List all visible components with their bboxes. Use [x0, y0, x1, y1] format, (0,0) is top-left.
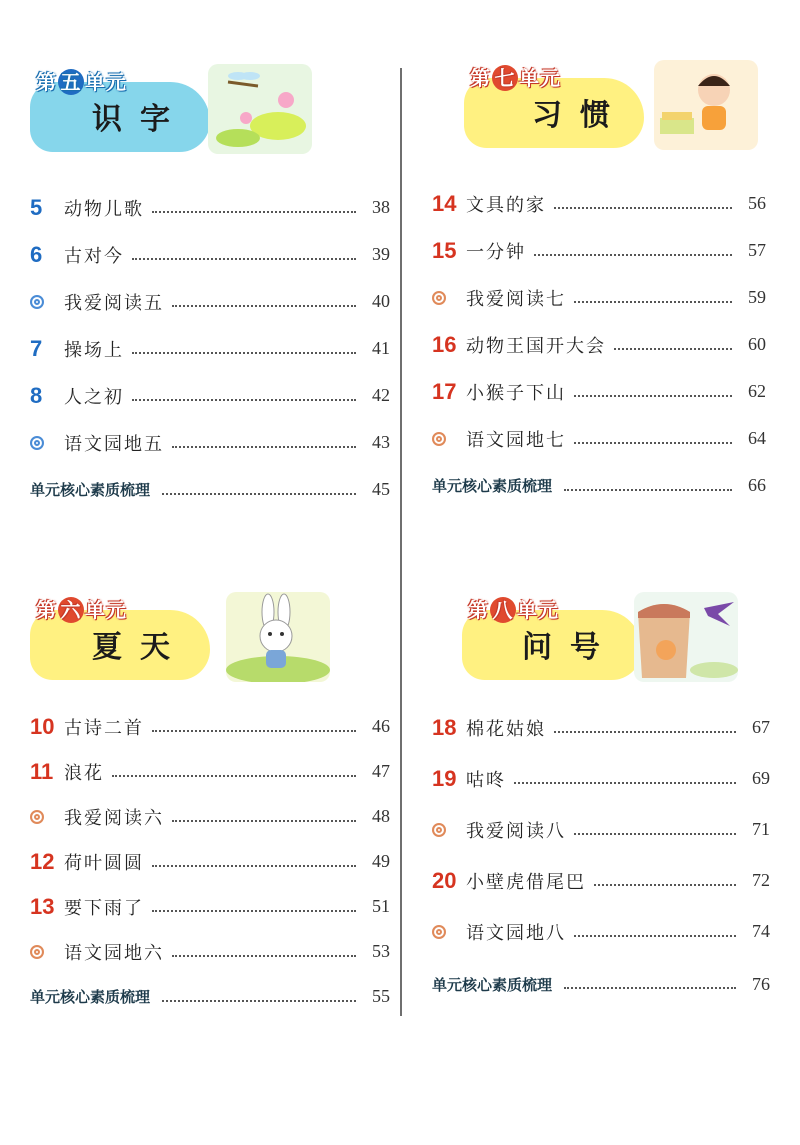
unit-label: 第 六 单元: [36, 598, 127, 622]
page-number: 42: [372, 385, 390, 405]
dot-leader: [132, 352, 356, 354]
toc-list: [30, 704, 390, 1019]
dot-leader: [574, 833, 736, 835]
lesson-title: 语文园地七: [466, 429, 566, 451]
dot-leader: [514, 782, 736, 784]
unit-section-7: [432, 60, 792, 495]
lesson-title: 咕咚: [466, 769, 506, 791]
girl-reading-illustration: [654, 60, 758, 150]
toc-entry[interactable]: [432, 702, 770, 753]
lesson-title: 棉花姑娘: [466, 718, 546, 740]
toc-entry[interactable]: [30, 929, 390, 974]
unit-number: 八: [490, 597, 516, 623]
toc-summary-entry[interactable]: [30, 974, 390, 1019]
rabbit-illustration: [226, 592, 330, 682]
dot-leader: [554, 731, 736, 733]
dot-leader: [574, 935, 736, 937]
lesson-title: 小猴子下山: [466, 382, 566, 404]
toc-entry[interactable]: [432, 274, 766, 321]
dot-leader: [152, 211, 356, 213]
dot-leader: [574, 442, 732, 444]
page-number: 45: [372, 479, 390, 499]
lesson-title: 古诗二首: [64, 717, 144, 739]
toc-entry[interactable]: [30, 184, 390, 231]
column-divider: [400, 68, 402, 1016]
unit-number: 六: [58, 597, 84, 623]
page-number: 74: [752, 921, 770, 941]
unit-section-8: [432, 592, 792, 994]
unit-title: 习惯: [532, 98, 628, 133]
dragonfly-lotus-illustration: [208, 64, 312, 154]
toc-entry[interactable]: [30, 704, 390, 749]
dot-leader: [614, 348, 732, 350]
lesson-number: 20: [432, 867, 457, 893]
toc-list: [30, 184, 390, 513]
lesson-title: 要下雨了: [64, 897, 144, 919]
lesson-number: 19: [432, 765, 457, 791]
lesson-title: 浪花: [64, 762, 104, 784]
circle-icon: [30, 295, 64, 309]
lesson-title: 动物王国开大会: [466, 335, 606, 357]
lesson-number: 10: [30, 713, 55, 739]
lesson-title: 语文园地六: [64, 942, 164, 964]
page-number: 46: [372, 716, 390, 736]
lesson-title: 动物儿歌: [64, 198, 144, 220]
dot-leader: [172, 446, 356, 448]
toc-entry[interactable]: [30, 794, 390, 839]
lesson-title: 我爱阅读六: [64, 807, 164, 829]
lesson-title: 文具的家: [466, 194, 546, 216]
lesson-number: 5: [30, 194, 43, 220]
page-number: 40: [372, 291, 390, 311]
page-number: 71: [752, 819, 770, 839]
lesson-number: 6: [30, 241, 43, 267]
page-number: 66: [748, 475, 766, 495]
toc-entry[interactable]: [432, 321, 766, 368]
unit-section-5: [30, 64, 390, 499]
toc-entry[interactable]: [30, 278, 390, 325]
dot-leader: [554, 207, 732, 209]
lesson-number: 15: [432, 237, 457, 263]
page-number: 39: [372, 244, 390, 264]
summary-title: 单元核心素质梳理: [432, 975, 553, 994]
page-number: 48: [372, 806, 390, 826]
dot-leader: [132, 258, 356, 260]
lesson-title: 我爱阅读八: [466, 820, 566, 842]
circle-icon: [30, 810, 64, 824]
dot-leader: [564, 987, 736, 989]
toc-entry[interactable]: [432, 415, 766, 462]
lesson-title: 荷叶圆圆: [64, 852, 144, 874]
dot-leader: [574, 301, 732, 303]
toc-list: [432, 702, 770, 1011]
dot-leader: [112, 775, 356, 777]
circle-icon: [30, 436, 64, 450]
lesson-title: 操场上: [64, 339, 124, 361]
summary-title: 单元核心素质梳理: [30, 481, 151, 499]
page-number: 59: [748, 287, 766, 307]
lesson-number: 11: [30, 758, 54, 784]
page-number: 51: [372, 896, 390, 916]
summary-title: 单元核心素质梳理: [432, 477, 553, 495]
lesson-number: 8: [30, 382, 43, 408]
unit-banner: [432, 592, 792, 692]
lesson-title: 语文园地五: [64, 433, 164, 455]
lesson-number: 7: [30, 335, 43, 361]
circle-icon: [432, 823, 466, 837]
toc-entry[interactable]: [432, 855, 770, 906]
page-number: 57: [748, 240, 766, 260]
page-number: 55: [372, 986, 390, 1006]
dot-leader: [152, 865, 356, 867]
page-number: 67: [752, 717, 770, 737]
lesson-number: 14: [432, 190, 457, 216]
dot-leader: [162, 493, 356, 495]
lesson-number: 16: [432, 331, 457, 357]
toc-list: [432, 180, 766, 509]
toc-entry[interactable]: [432, 804, 770, 855]
unit-banner: [30, 64, 390, 164]
dot-leader: [152, 730, 356, 732]
page-number: 64: [748, 428, 766, 448]
toc-summary-entry[interactable]: [432, 462, 766, 509]
lesson-number: 18: [432, 714, 457, 740]
page-number: 69: [752, 768, 770, 788]
page-number: 47: [372, 761, 390, 781]
unit-label: 第 七 单元: [470, 66, 561, 90]
toc-summary-entry[interactable]: [30, 466, 390, 513]
unit-banner: [30, 592, 390, 692]
dot-leader: [162, 1000, 356, 1002]
unit-banner: [432, 60, 792, 160]
page-number: 41: [372, 338, 390, 358]
lesson-number: 12: [30, 848, 55, 874]
page-number: 56: [748, 193, 766, 213]
toc-entry[interactable]: [30, 231, 390, 278]
circle-icon: [30, 945, 64, 959]
lesson-title: 语文园地八: [466, 922, 566, 944]
swallow-frog-illustration: [634, 592, 738, 682]
toc-summary-entry[interactable]: [432, 957, 770, 1011]
dot-leader: [152, 910, 356, 912]
toc-entry[interactable]: [432, 753, 770, 804]
toc-entry[interactable]: [30, 839, 390, 884]
dot-leader: [594, 884, 736, 886]
page-number: 60: [748, 334, 766, 354]
toc-entry[interactable]: [432, 368, 766, 415]
dot-leader: [132, 399, 356, 401]
page-number: 49: [372, 851, 390, 871]
toc-entry[interactable]: [432, 906, 770, 957]
unit-title: 问号: [522, 630, 618, 665]
page-number: 53: [372, 941, 390, 961]
dot-leader: [534, 254, 732, 256]
dot-leader: [172, 820, 356, 822]
circle-icon: [432, 291, 466, 305]
unit-section-6: [30, 592, 390, 1006]
page-number: 38: [372, 197, 390, 217]
unit-label: 第 五 单元: [36, 70, 127, 94]
page-number: 72: [752, 870, 770, 890]
lesson-title: 我爱阅读五: [64, 292, 164, 314]
lesson-title: 我爱阅读七: [466, 288, 566, 310]
toc-entry[interactable]: [30, 325, 390, 372]
lesson-number: 17: [432, 378, 457, 404]
toc-entry[interactable]: [432, 180, 766, 227]
unit-title: 夏天: [92, 630, 188, 665]
toc-entry[interactable]: [432, 227, 766, 274]
summary-title: 单元核心素质梳理: [30, 988, 151, 1006]
toc-entry[interactable]: [30, 372, 390, 419]
dot-leader: [172, 305, 356, 307]
lesson-title: 一分钟: [466, 241, 526, 263]
lesson-title: 小壁虎借尾巴: [466, 871, 586, 893]
lesson-title: 古对今: [64, 245, 124, 267]
lesson-title: 人之初: [64, 386, 124, 408]
dot-leader: [564, 489, 732, 491]
page-number: 43: [372, 432, 390, 452]
toc-entry[interactable]: [30, 884, 390, 929]
page-number: 62: [748, 381, 766, 401]
unit-number: 七: [492, 65, 518, 91]
toc-entry[interactable]: [30, 419, 390, 466]
dot-leader: [574, 395, 732, 397]
dot-leader: [172, 955, 356, 957]
toc-entry[interactable]: [30, 749, 390, 794]
lesson-number: 13: [30, 893, 55, 919]
circle-icon: [432, 925, 466, 939]
unit-title: 识字: [92, 102, 188, 137]
unit-number: 五: [58, 69, 84, 95]
unit-label: 第 八 单元: [468, 598, 559, 622]
page-number: 76: [752, 973, 770, 994]
circle-icon: [432, 432, 466, 446]
